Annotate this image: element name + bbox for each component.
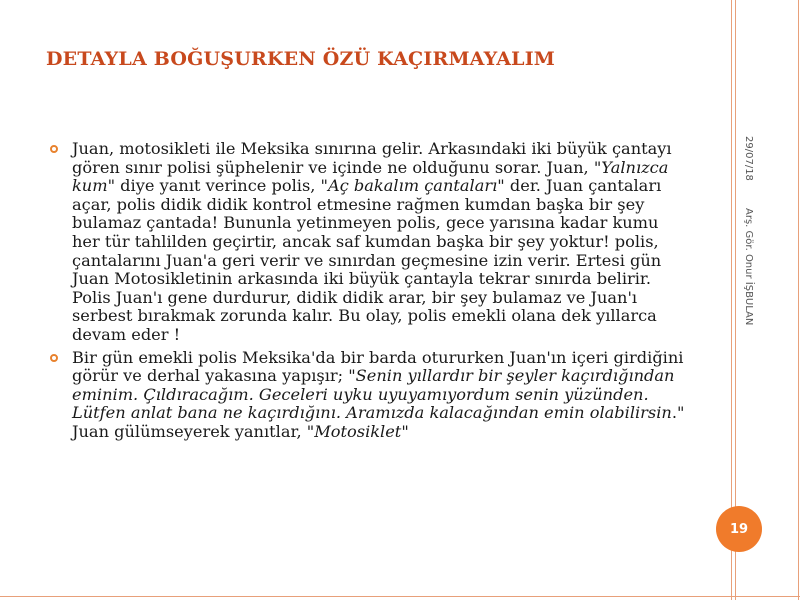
bullet-text: Juan, motosikleti ile Meksika sınırına gelir. Arkasındaki iki büyük çantayı gören sınır polisi şüphelenir ve içinde ne olduğunu sorar. Juan, " bbox=[72, 139, 672, 177]
author-text: Arş. Gör. Onur İŞBULAN bbox=[743, 208, 754, 326]
bullet-item bbox=[50, 349, 690, 442]
slide-date bbox=[740, 136, 756, 196]
frame-line bbox=[0, 596, 800, 597]
slide-title: DETAYLA BOĞUŞURKEN ÖZÜ KAÇIRMAYALIM bbox=[46, 48, 556, 70]
page-number-badge: 19 bbox=[716, 506, 762, 552]
bullet-circle-icon bbox=[50, 145, 58, 153]
slide-body bbox=[50, 140, 690, 446]
bullet-text: " diye yanıt verince polis, " bbox=[107, 176, 329, 196]
bullet-text: " der. Juan çantaları açar, polis didik didik kontrol etmesine rağmen kumdan başka bir şey bulamaz çantada! Bununla yetinmeyen polis, gece yarısına kadar kumu her tür tahlilden geçirtir, ancak saf kumdan başka bir şey yoktur! polis, çantalarını Juan'a geri verir ve sınırdan geçmesine izin verir. Ertesi gün Juan Motosikletinin arkasında iki büyük çantayla tekrar sınırda belirir. Polis Juan'ı gene durdurur, didik didik arar, bir şey bulamaz ve Juan'ı serbest bırakmak zorunda kalır. Bu olay, polis emekli olana dek yıllarca devam eder ! bbox=[72, 176, 662, 344]
bullet-text: ." Juan gülümseyerek yanıtlar, " bbox=[72, 403, 685, 441]
slide-author bbox=[740, 208, 756, 368]
bullet-italic-text: Senin yıllardır bir şeyler kaçırdığından eminim. Çıldıracağım. Geceleri uyku uyuyamıyordum senin yüzünden. Lütfen anlat bana ne kaçırdığını. Aramızda kalacağından emin olabilirsin bbox=[72, 366, 675, 423]
date-text: 29/07/18 bbox=[743, 136, 754, 181]
bullet-text: " bbox=[401, 421, 409, 441]
frame-line bbox=[798, 0, 799, 600]
bullet-italic-text: Aç bakalım çantaları bbox=[328, 176, 498, 196]
bullet-italic-text: Yalnızca kum bbox=[72, 157, 669, 196]
bullet-circle-icon bbox=[50, 354, 58, 362]
bullet-text: Bir gün emekli polis Meksika'da bir barda otururken Juan'ın içeri girdiğini görür ve derhal yakasına yapışır; " bbox=[72, 347, 684, 386]
bullet-item bbox=[50, 140, 690, 345]
bullet-italic-text: Motosiklet bbox=[314, 421, 402, 441]
